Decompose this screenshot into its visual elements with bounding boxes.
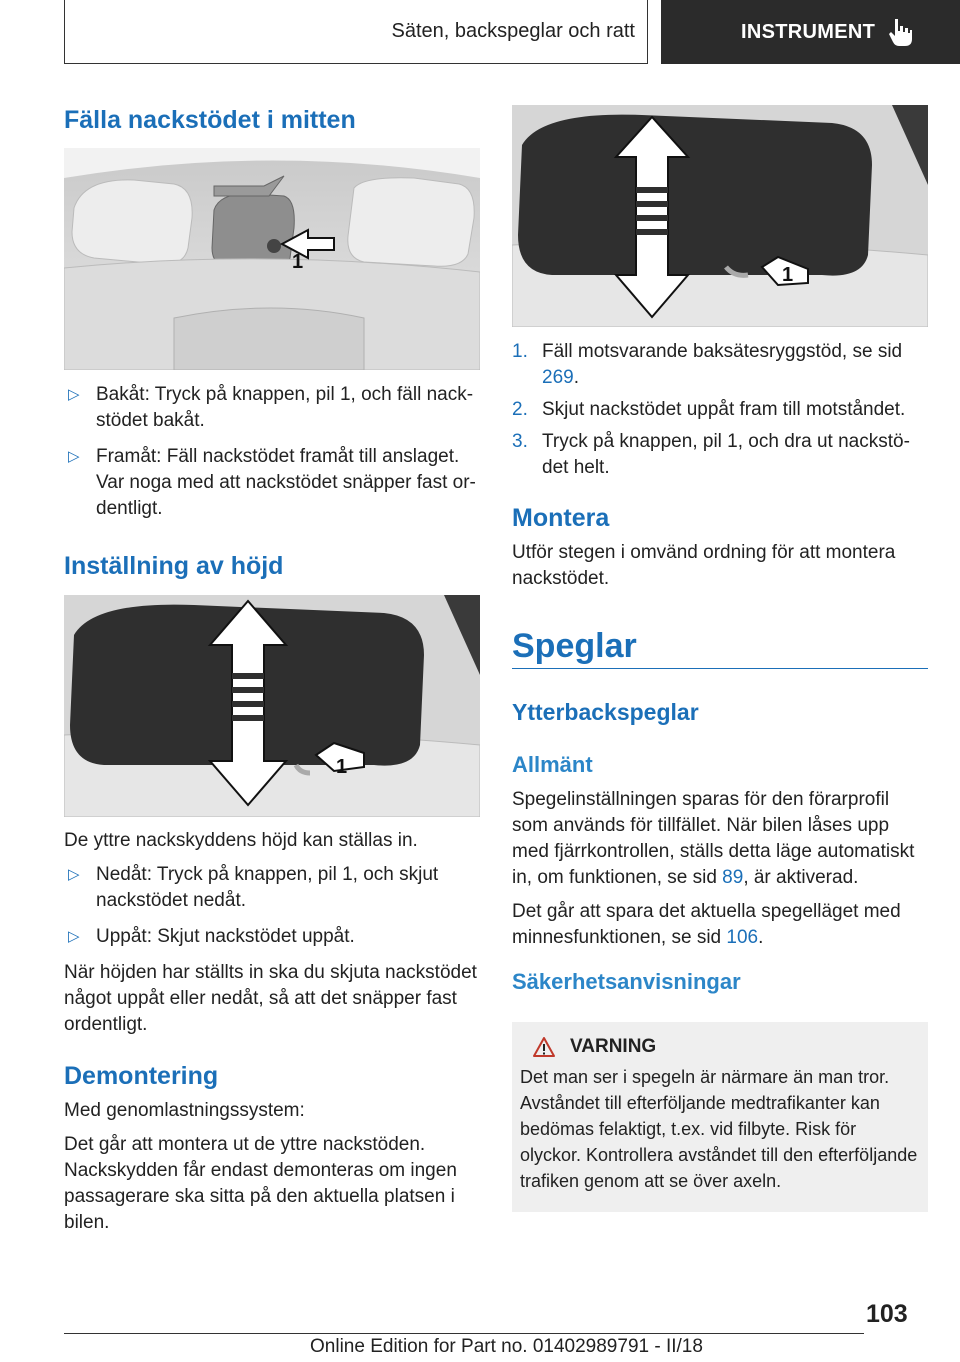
figure-middle-headrest <box>64 148 480 370</box>
fold-instructions <box>64 382 480 532</box>
middle-headrest-illustration <box>64 148 480 370</box>
remove-headrest-illustration <box>512 105 928 327</box>
header-section <box>661 0 960 64</box>
heading-general: Allmänt <box>512 752 593 777</box>
height-after: När höjden har ställts in ska du skjuta nackstödet något uppåt eller nedåt, så att det snäpper fast ordentligt. <box>64 962 477 1035</box>
list-item: 2. Skjut nackstödet uppåt fram till motståndet. <box>512 399 906 420</box>
triangle-bullet-icon: ▷ <box>68 448 80 465</box>
page-number: 103 <box>866 1300 908 1328</box>
chapter-title: Säten, backspeglar och ratt <box>391 20 635 42</box>
remove-p1: Med genomlastningssystem: <box>64 1100 305 1121</box>
figure-label: 1 <box>782 264 794 286</box>
height-instructions <box>64 828 480 1046</box>
triangle-bullet-icon: ▷ <box>68 928 80 945</box>
heading-remove: Demontering <box>64 1062 219 1090</box>
triangle-bullet-icon: ▷ <box>68 386 80 403</box>
heading-mount: Montera <box>512 504 610 532</box>
pointing-hand-icon <box>887 17 913 47</box>
warning-text: Det man ser i spegeln är närmare än man tror. Avståndet till efterföljande medtrafikanter kan bedömas felaktigt, t.ex. vid filbyte. Risk för olyckor. Kontrollera avståndet till den efterföljande trafiken genom att se över axeln. <box>520 1067 918 1191</box>
height-intro: De yttre nackskyddens höjd kan ställas in. <box>64 830 418 851</box>
page-ref-link[interactable]: 89 <box>722 867 744 888</box>
header-chapter <box>64 0 648 64</box>
heading-fold-middle: Fälla nackstödet i mitten <box>64 106 356 134</box>
figure-label: 1 <box>292 251 304 273</box>
section-divider <box>512 668 928 669</box>
outer-headrest-illustration <box>64 595 480 817</box>
list-item: ▷ Framåt: Fäll nackstödet framåt till anslaget. Var noga med att nackstödet snäpper fast ordentligt. <box>68 446 476 519</box>
warning-triangle-icon <box>532 1036 556 1058</box>
list-item: 1. Fäll motsvarande baksätesryggstöd, se sid 269. <box>512 341 903 388</box>
warning-box <box>512 1022 928 1212</box>
list-item: ▷ Nedåt: Tryck på knappen, pil 1, och skjut nackstödet nedåt. <box>68 864 439 911</box>
general-text: Spegelinställningen sparas för den förarprofil som används för tillfället. När bilen låses upp med fjärrkontrollen, ställs detta läge automatiskt in, om funktionen, se sid 89, är aktiverad. Det går att spara det aktuella spegelläget med minnesfunktionen, se sid 106. <box>512 789 915 948</box>
figure-remove-headrest <box>512 105 928 327</box>
footer-divider <box>64 1333 864 1334</box>
figure-label: 1 <box>336 756 348 778</box>
heading-outer-mirrors: Ytterbackspeglar <box>512 699 699 725</box>
list-item: ▷ Uppåt: Skjut nackstödet uppåt. <box>64 924 480 950</box>
triangle-bullet-icon: ▷ <box>68 866 80 883</box>
page-ref-link[interactable]: 106 <box>726 927 759 948</box>
list-item: 3. Tryck på knappen, pil 1, och dra ut nackstödet helt. <box>512 431 910 478</box>
page-ref-link[interactable]: 269 <box>542 367 574 388</box>
mount-text: Utför stegen i omvänd ordning för att montera nackstödet. <box>512 542 896 589</box>
section-title: INSTRUMENT <box>741 20 876 43</box>
heading-safety: Säkerhetsanvisningar <box>512 969 741 994</box>
heading-height: Inställning av höjd <box>64 552 284 580</box>
remove-text <box>64 1098 480 1244</box>
edition-info: Online Edition for Part no. 01402989791 - II/18 <box>310 1336 703 1357</box>
warning-title: VARNING <box>570 1036 657 1057</box>
heading-mirrors: Speglar <box>512 627 637 665</box>
remove-steps <box>512 339 928 487</box>
figure-outer-headrest-height <box>64 595 480 817</box>
list-item: ▷ Bakåt: Tryck på knappen, pil 1, och fäll nackstödet bakåt. <box>68 384 474 431</box>
remove-p2: Det går att montera ut de yttre nackstöden. Nackskydden får endast demonteras om ingen passagerare ska sitta på den aktuella platsen i bilen. <box>64 1134 457 1233</box>
